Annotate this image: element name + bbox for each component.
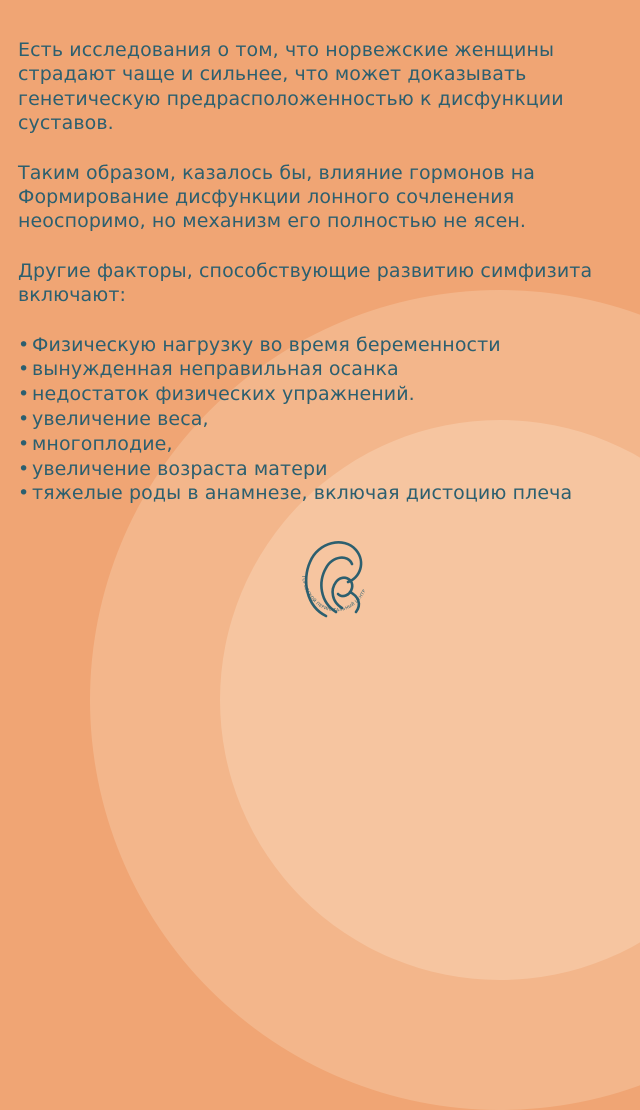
list-item-text: тяжелые роды в анамнезе, включая дистоцию плеча bbox=[32, 482, 573, 505]
text-line: генетическую предрасположенностью к дисфункции bbox=[18, 87, 564, 110]
list-item bbox=[18, 357, 628, 382]
bullet-icon: • bbox=[18, 383, 30, 406]
bullet-icon: • bbox=[18, 358, 30, 381]
text-line: суставов. bbox=[18, 112, 114, 135]
text-line: страдают чаще и сильнее, что может доказывать bbox=[18, 63, 527, 86]
list-item-text: многоплодие, bbox=[32, 432, 173, 455]
mother-and-child-logo-icon bbox=[296, 532, 374, 620]
text-line: Формирование дисфункции лонного сочленения bbox=[18, 186, 515, 209]
bullet-icon: • bbox=[18, 482, 30, 505]
logo-text: ГОРОДСКОЙ ПЕРИНАТАЛЬНЫЙ ЦЕНТР bbox=[300, 575, 367, 613]
bullet-icon: • bbox=[18, 432, 30, 455]
paragraph-3 bbox=[18, 259, 628, 308]
list-item bbox=[18, 457, 628, 482]
list-item-text: Физическую нагрузку во время беременности bbox=[32, 333, 501, 356]
factors-list bbox=[18, 333, 628, 507]
paragraph-2 bbox=[18, 161, 628, 234]
list-item bbox=[18, 481, 628, 506]
text-line: Таким образом, казалось бы, влияние гормонов на bbox=[18, 161, 536, 184]
list-item-text: вынужденная неправильная осанка bbox=[32, 358, 399, 381]
list-item bbox=[18, 333, 628, 358]
list-item bbox=[18, 432, 628, 457]
bullet-icon: • bbox=[18, 333, 30, 356]
list-item-text: недостаток физических упражнений. bbox=[32, 383, 415, 406]
text-line: Есть исследования о том, что норвежские женщины bbox=[18, 39, 555, 61]
paragraph-1 bbox=[18, 38, 628, 136]
list-item-text: увеличение возраста матери bbox=[32, 457, 328, 480]
bullet-icon: • bbox=[18, 457, 30, 480]
article-text bbox=[18, 38, 628, 506]
list-item bbox=[18, 382, 628, 407]
text-line: включают: bbox=[18, 284, 127, 307]
list-item bbox=[18, 407, 628, 432]
list-item-text: увеличение веса, bbox=[32, 408, 209, 431]
text-line: неоспоримо, но механизм его полностью не ясен. bbox=[18, 210, 527, 233]
text-line: Другие факторы, способствующие развитию симфизита bbox=[18, 259, 593, 282]
bullet-icon: • bbox=[18, 408, 30, 431]
